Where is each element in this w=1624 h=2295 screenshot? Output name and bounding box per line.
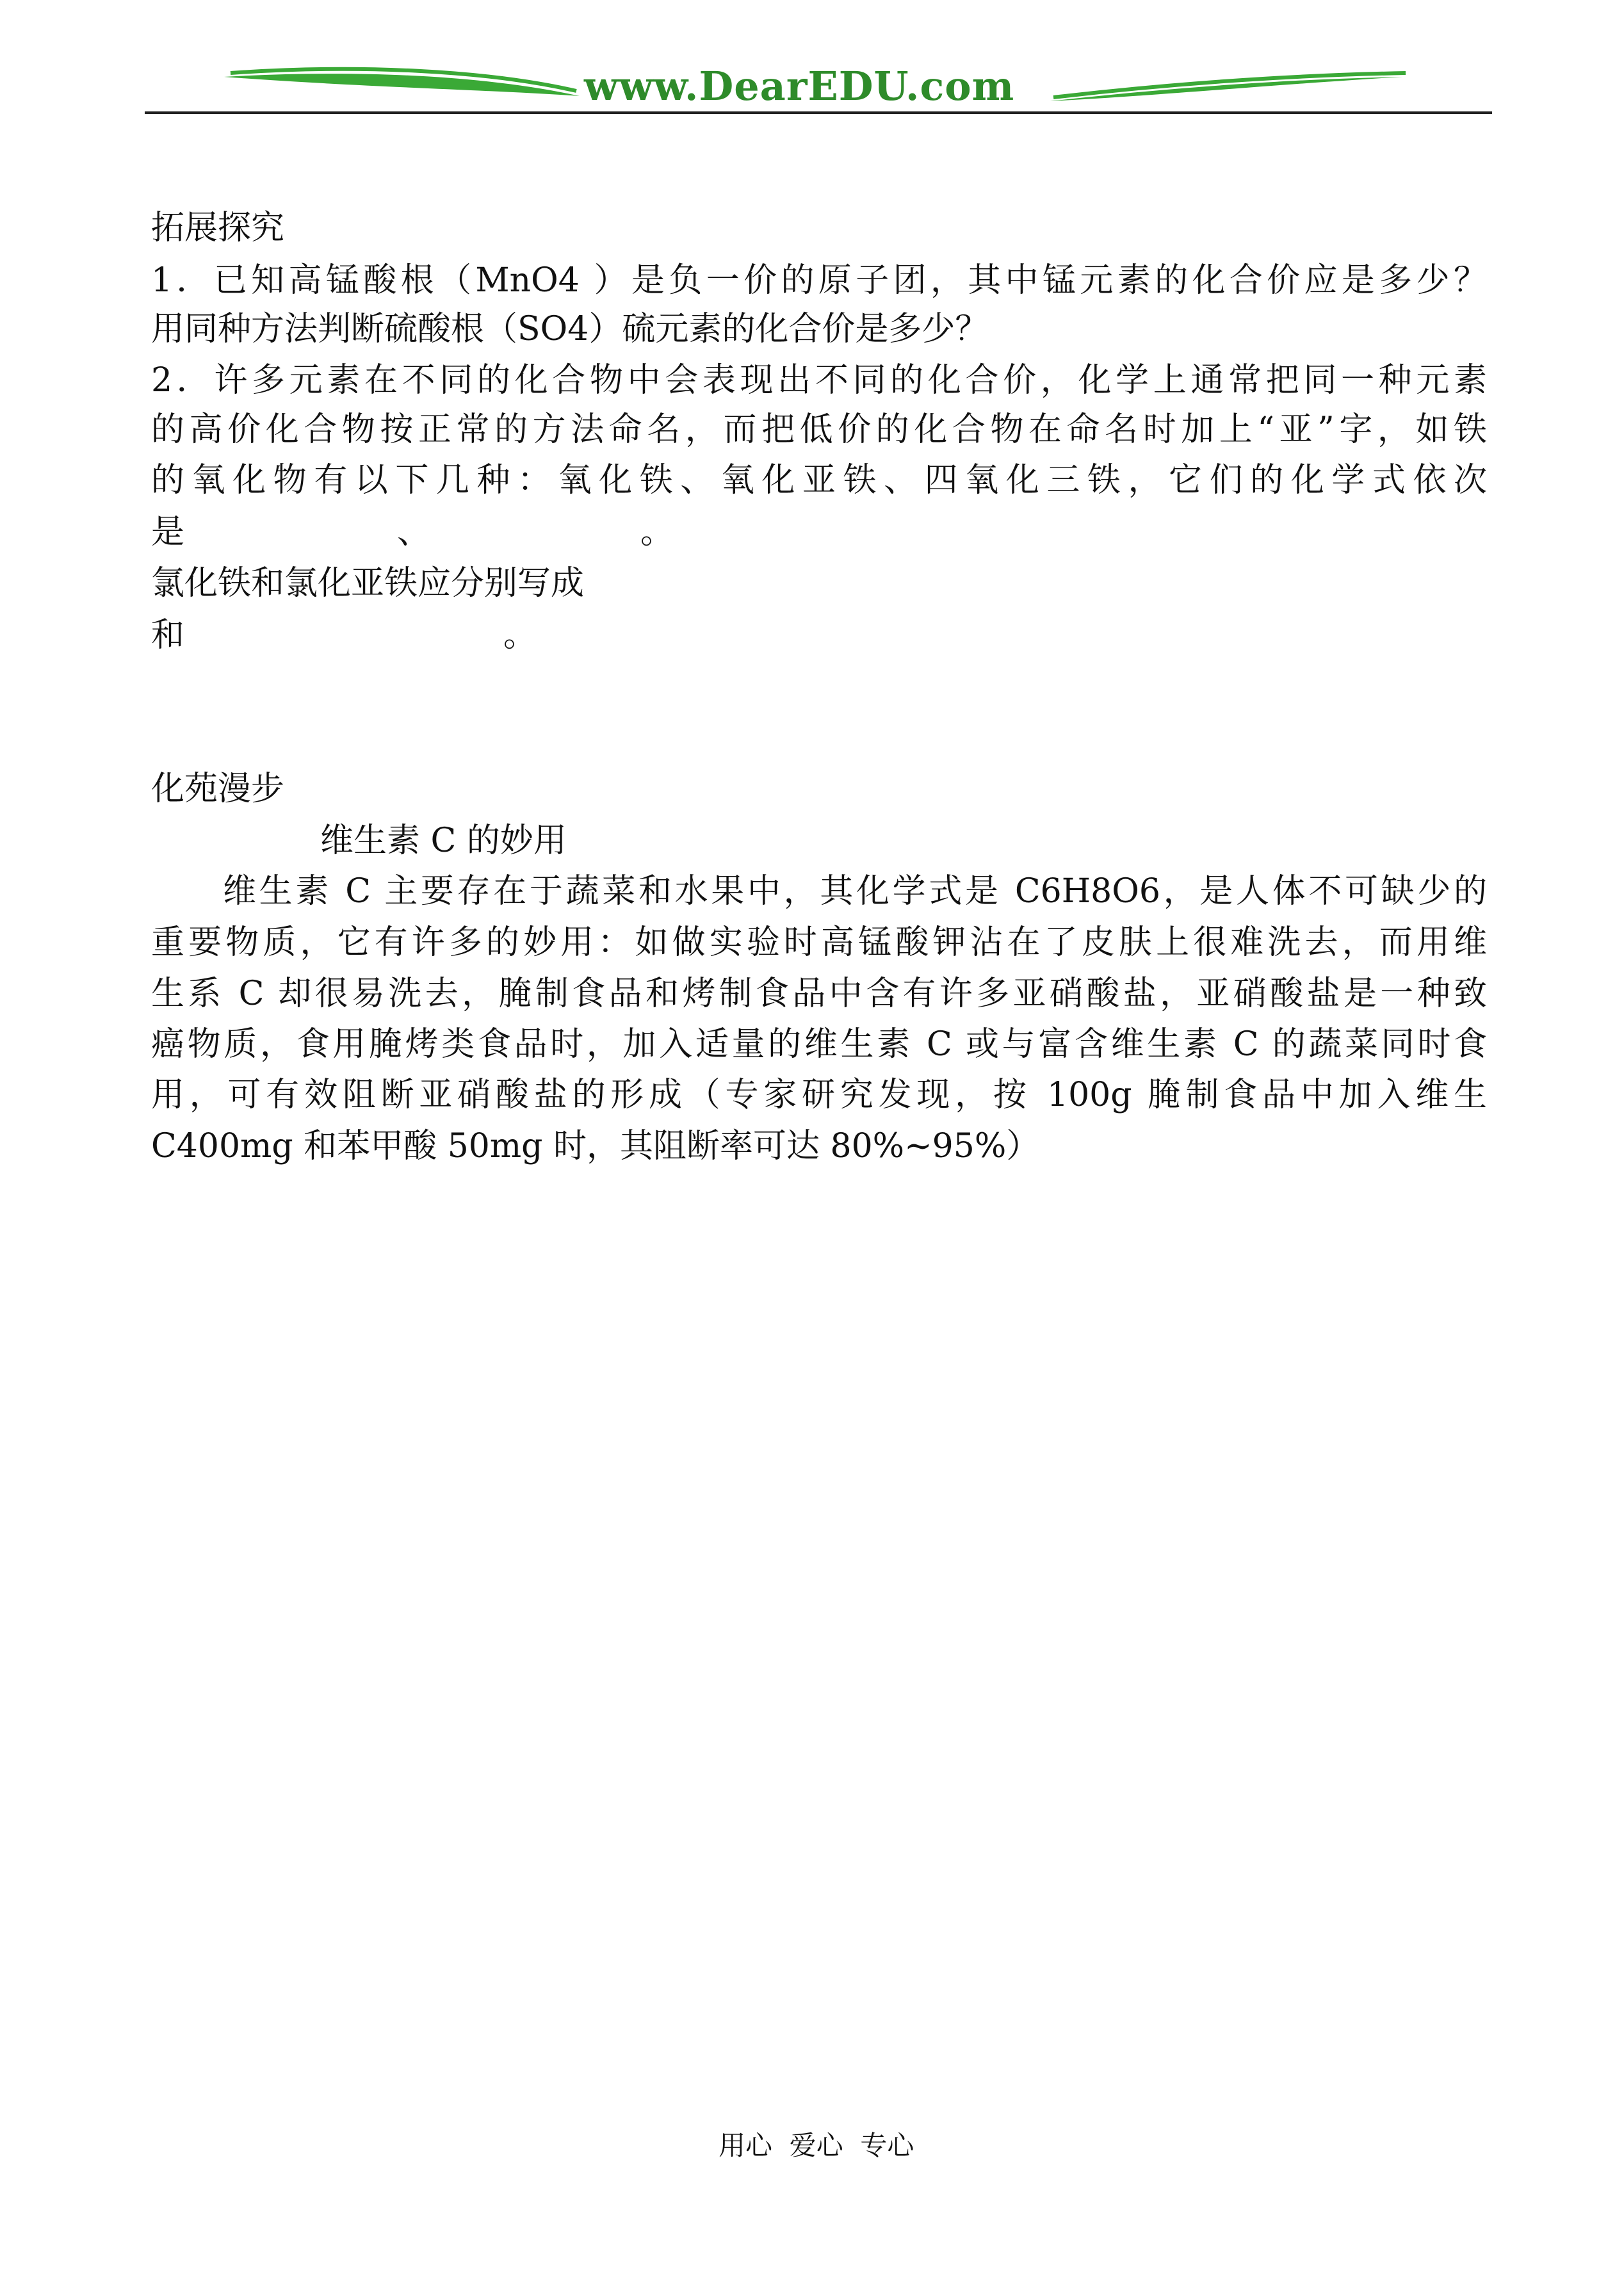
- paragraph-line: 生系 C 却很易洗去，腌制食品和烤制食品中含有许多亚硝酸盐，亚硝酸盐是一种致: [151, 975, 1487, 1013]
- paragraph-line: 的氧化物有以下几种：氧化铁、氧化亚铁、四氧化三铁，它们的化学式依次: [151, 461, 1487, 499]
- paragraph-line: 用同种方法判断硫酸根（SO4）硫元素的化合价是多少？: [151, 310, 989, 348]
- section-heading-garden: 化苑漫步: [151, 770, 285, 808]
- page-header: [0, 0, 1624, 122]
- paragraph-line: 维生素 C 主要存在于蔬菜和水果中，其化学式是 C6H8O6，是人体不可缺少的: [223, 872, 1487, 911]
- answer-line-end: 。: [640, 513, 674, 551]
- paragraph-line: 用，可有效阻断亚硝酸盐的形成（专家研究发现，按 100g 腌制食品中加入维生: [151, 1076, 1487, 1114]
- site-logo-text: www.DearEDU.com: [584, 63, 1015, 109]
- paragraph-line: C400mg 和苯甲酸 50mg 时，其阻断率可达 80%~95%）: [151, 1127, 1040, 1165]
- paragraph-line: 的高价化合物按正常的方法命名，而把低价的化合物在命名时加上“亚”字，如铁: [151, 410, 1487, 449]
- answer-and-start: 和: [151, 616, 185, 654]
- paragraph-line: 癌物质，食用腌烤类食品时，加入适量的维生素 C 或与富含维生素 C 的蔬菜同时食: [151, 1025, 1487, 1064]
- answer-line-start: 是: [151, 513, 185, 551]
- paragraph-line: 2．许多元素在不同的化合物中会表现出不同的化合价，化学上通常把同一种元素: [151, 361, 1487, 400]
- paragraph-line: 氯化铁和氯化亚铁应分别写成: [151, 564, 585, 603]
- answer-and-end: 。: [503, 616, 537, 654]
- answer-blank-separator: 、: [397, 513, 431, 551]
- left-swoosh: [224, 74, 580, 96]
- article-subtitle: 维生素 C 的妙用: [320, 822, 567, 860]
- paragraph-line: 1．已知高锰酸根（MnO4 ）是负一价的原子团，其中锰元素的化合价应是多少？: [151, 261, 1487, 300]
- header-divider: [145, 111, 1492, 114]
- paragraph-line: 重要物质，它有许多的妙用：如做实验时高锰酸钾沾在了皮肤上很难洗去，而用维: [151, 923, 1487, 962]
- page-footer: 用心 爱心 专心: [719, 2130, 914, 2161]
- section-heading-extension: 拓展探究: [151, 209, 285, 247]
